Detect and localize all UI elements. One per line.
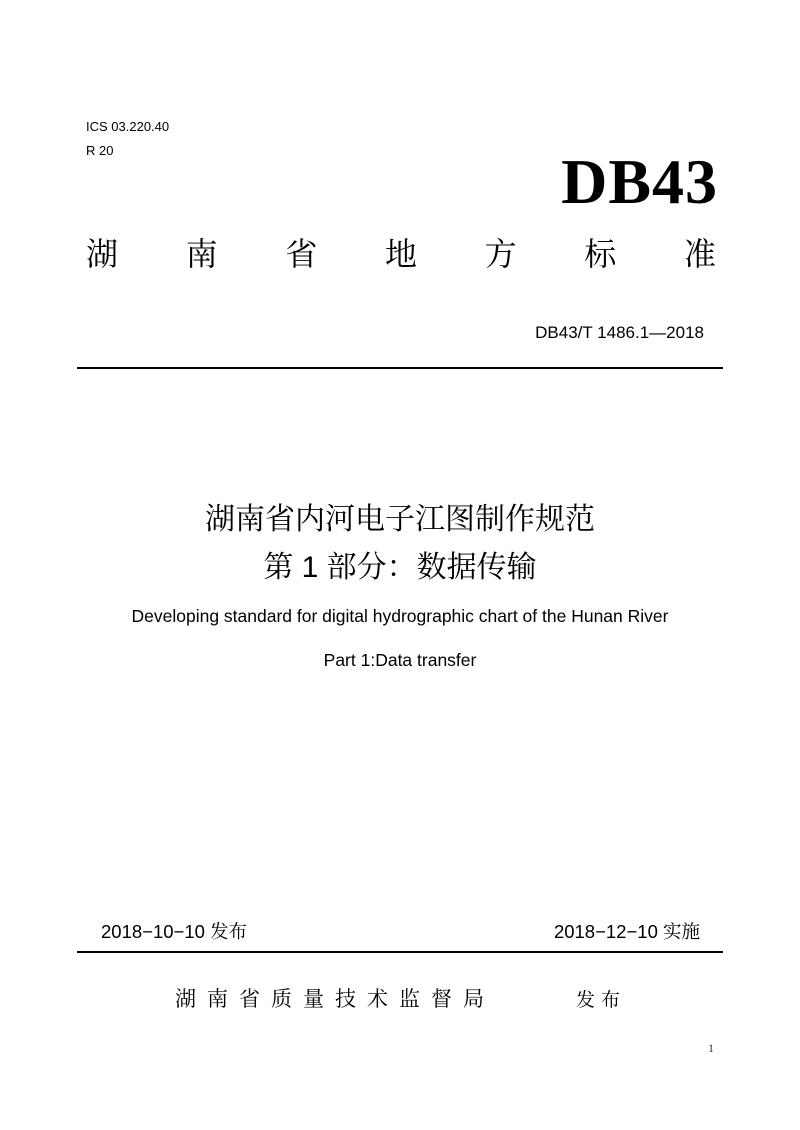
standard-type-char: 地: [384, 236, 417, 272]
standard-type-heading: [86, 234, 716, 274]
standard-number: DB43/T 1486.1—2018: [535, 323, 704, 342]
standard-type-char: 省: [285, 236, 318, 272]
issuing-authority: 湖南省质量技术监督局: [175, 988, 495, 1011]
top-divider: [77, 367, 723, 369]
title-english-line-1: Developing standard for digital hydrographic chart of the Hunan River: [131, 606, 669, 626]
classification-code: R 20: [86, 143, 114, 158]
title-english-line-2: Part 1:Data transfer: [323, 650, 477, 670]
title-chinese-line-2: 第 1 部分：数据传输: [263, 551, 537, 584]
title-chinese-line-1: 湖南省内河电子江图制作规范: [205, 503, 595, 536]
issue-date: 2018−10−10 发布: [101, 921, 248, 942]
standard-prefix-logo: DB43: [561, 146, 718, 217]
standard-type-char: 南: [185, 236, 218, 272]
standard-type-char: 标: [584, 236, 617, 272]
page-number: 1: [708, 1041, 714, 1055]
standard-type-char: 湖: [86, 236, 119, 272]
ics-code: ICS 03.220.40: [86, 119, 170, 134]
bottom-divider: [77, 951, 723, 953]
standard-type-char: 准: [683, 236, 716, 272]
standard-type-char: 方: [484, 236, 517, 272]
issuing-action: 发布: [576, 990, 627, 1011]
implementation-date: 2018−12−10 实施: [553, 921, 700, 942]
